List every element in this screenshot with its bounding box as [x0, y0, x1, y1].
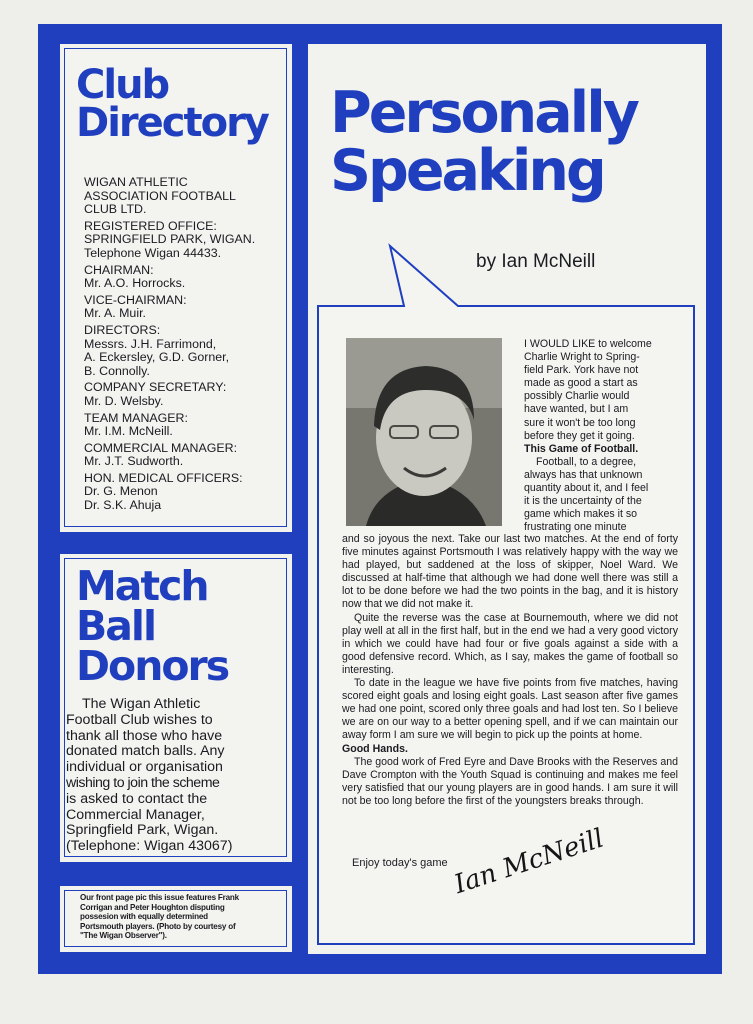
- directory-line: Mr. A. Muir.: [84, 306, 146, 321]
- para2-line: frustrating one minute: [524, 521, 627, 534]
- directory-line: TEAM MANAGER:: [84, 410, 188, 425]
- para2-line: Football, to a degree,: [536, 455, 637, 468]
- para2-line: always has that unknown: [524, 468, 643, 481]
- donors-line: Springfield Park, Wigan.: [66, 822, 219, 839]
- para2-line: quantity about it, and I feel: [524, 482, 649, 495]
- intro-line: have wanted, but I am: [524, 403, 629, 416]
- directory-line: VICE-CHAIRMAN:: [84, 292, 187, 307]
- article-intro: [524, 338, 678, 534]
- directory-line: Mr. I.M. McNeill.: [84, 424, 173, 439]
- intro-line: I WOULD LIKE to welcome: [524, 338, 652, 350]
- handwritten-signature: Ian McNeill: [450, 823, 608, 900]
- directory-line: Mr. J.T. Sudworth.: [84, 454, 184, 469]
- manager-photo: [346, 338, 502, 526]
- donors-line: wishing to join the scheme: [66, 774, 220, 791]
- directory-line: Dr. G. Menon: [84, 484, 158, 499]
- front-page-caption: [80, 893, 286, 941]
- donors-line: thank all those who have: [66, 727, 223, 744]
- caption-line: "The Wigan Observer").: [80, 931, 167, 941]
- directory-line: HON. MEDICAL OFFICERS:: [84, 470, 243, 485]
- directory-line: B. Connolly.: [84, 363, 150, 378]
- match-ball-donors-title: Match Ball Donors: [76, 562, 229, 690]
- subhead-game-of-football: This Game of Football.: [524, 442, 639, 455]
- article-signoff: Enjoy today's game: [352, 857, 448, 869]
- directory-line: COMMERCIAL MANAGER:: [84, 440, 238, 455]
- intro-line: field Park. York have not: [524, 364, 639, 377]
- donors-line: donated match balls. Any: [66, 743, 225, 760]
- directory-line: DIRECTORS:: [84, 322, 161, 337]
- caption-line: possesion with equally determined: [80, 912, 208, 922]
- article-byline: by Ian McNeill: [476, 251, 596, 272]
- donors-line: Football Club wishes to: [66, 711, 213, 728]
- directory-line: REGISTERED OFFICE:: [84, 218, 217, 233]
- para2-line: it is the uncertainty of the: [524, 495, 642, 508]
- donors-line: The Wigan Athletic: [82, 696, 201, 712]
- directory-line: COMPANY SECRETARY:: [84, 380, 227, 395]
- intro-line: possibly Charlie would: [524, 390, 630, 403]
- donors-line: Commercial Manager,: [66, 806, 205, 823]
- match-ball-donors-text: [66, 697, 286, 855]
- directory-line: Mr. D. Welsby.: [84, 393, 164, 408]
- intro-line: sure it won't be too long: [524, 416, 636, 429]
- club-directory-title: Club Directory: [76, 62, 268, 146]
- caption-line: Portsmouth players. (Photo by courtesy of: [80, 921, 236, 931]
- directory-line: Messrs. J.H. Farrimond,: [84, 336, 217, 351]
- directory-line: ASSOCIATION FOOTBALL: [84, 188, 236, 203]
- donors-line: individual or organisation: [66, 759, 223, 776]
- article-body: [342, 533, 678, 808]
- intro-line: Charlie Wright to Spring-: [524, 351, 640, 364]
- donors-line: is asked to contact the: [66, 790, 208, 807]
- subhead-good-hands: Good Hands.: [342, 742, 408, 755]
- para2-line: game which makes it so: [524, 508, 638, 521]
- article-paragraph: Quite the reverse was the case at Bournemouth, where we did not play well at all in the first half, but in the end we had a very good victory in which we could have had four or five goals against a side with a good defensive record. Which, as I say, makes the game of football so interesting.: [342, 611, 678, 676]
- intro-line: before they get it going.: [524, 429, 635, 442]
- article-paragraph: To date in the league we have five points from five matches, having scored eight goals and losing eight goals. Last season after five games we had one point, scored only three goals and had lost ten. So I believe we are on our way to a better opening spell, and if we can maintain our away form I am sure we will begin to pick up the points at home.: [342, 677, 678, 742]
- donors-line: (Telephone: Wigan 43067): [66, 838, 233, 855]
- directory-line: CHAIRMAN:: [84, 262, 154, 277]
- caption-line: Our front page pic this issue features Frank: [80, 893, 239, 902]
- directory-line: Mr. A.O. Horrocks.: [84, 276, 186, 291]
- article-paragraph: and so joyous the next. Take our last two matches. At the end of forty five minutes against Portsmouth I was relatively happy with the way we had played, but saddened at the loss of skipper, Noel Ward. We discussed at half-time that although we had done well there was still a lot to be done before we had the two points in the bag, and it is history now that we did not make it.: [342, 533, 678, 611]
- directory-line: A. Eckersley, G.D. Gorner,: [84, 350, 230, 365]
- caption-line: Corrigan and Peter Houghton disputing: [80, 902, 225, 912]
- portrait-image: [346, 338, 502, 526]
- article-paragraph: The good work of Fred Eyre and Dave Brooks with the Reserves and Dave Crompton with the Youth Squad is continuing and makes me feel very satisfied that our young players are in good hands. I am sure it will not be too long before the first of the youngsters breaks through.: [342, 755, 678, 807]
- directory-line: Telephone Wigan 44433.: [84, 245, 222, 260]
- club-directory-list: [84, 176, 284, 513]
- article-title: Personally Speaking: [330, 80, 637, 204]
- intro-line: made as good a start as: [524, 377, 638, 390]
- directory-line: CLUB LTD.: [84, 202, 147, 217]
- directory-line: Dr. S.K. Ahuja: [84, 498, 162, 513]
- directory-line: WIGAN ATHLETIC: [84, 175, 188, 189]
- directory-line: SPRINGFIELD PARK, WIGAN.: [84, 232, 256, 247]
